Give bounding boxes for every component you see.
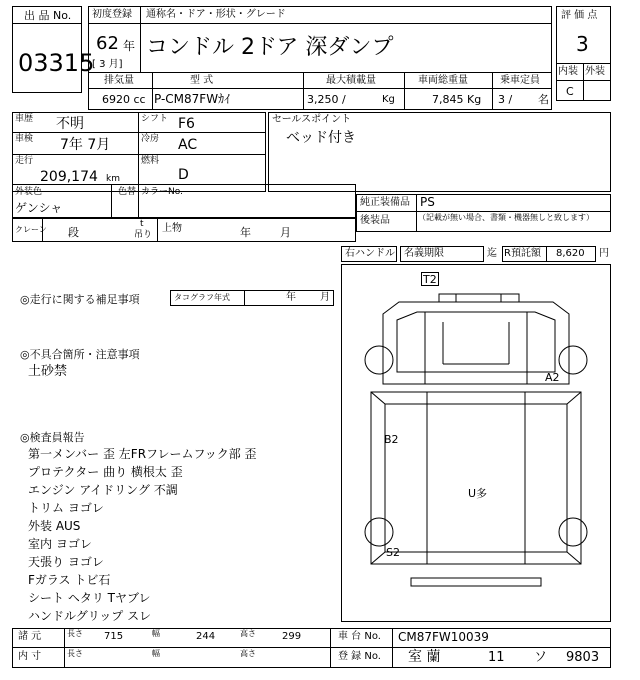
plate-region: 室 蘭	[408, 649, 441, 665]
after-label: 後装品	[360, 215, 390, 226]
ac-value: AC	[178, 137, 198, 153]
inspection-value: 7年 7月	[60, 137, 111, 153]
dims-label: 諸 元	[18, 631, 42, 642]
cap-unit: 名	[538, 93, 549, 106]
defect-title: ◎不具合箇所・注意事項	[20, 348, 140, 361]
recycle-value: 8,620	[556, 248, 585, 259]
supp-title: ◎走行に関する補足事項	[20, 293, 140, 306]
equip-value: PS	[420, 195, 435, 209]
history-value: 不明	[56, 116, 84, 132]
len-value: 715	[104, 631, 124, 642]
crane-dan: 段	[68, 226, 79, 239]
inspector-report-item: 外装 AUS	[28, 519, 81, 533]
reg-no-label: 登 録 No.	[338, 651, 381, 662]
disp-label: 排気量	[104, 75, 134, 86]
exterior-label: 外装	[585, 66, 605, 77]
fuel-value: D	[178, 167, 189, 183]
inspector-report-item: Fガラス トビ石	[28, 573, 111, 587]
vehicle-name: コンドル 2ドア 深ダンプ	[146, 35, 394, 60]
defect-item: 土砂禁	[28, 364, 68, 379]
wid-label: 幅	[152, 629, 160, 638]
len-label-2: 長さ	[67, 649, 83, 658]
reg-year-unit: 年	[123, 39, 136, 53]
color-value: ゲンシャ	[15, 201, 63, 215]
inspector-report-item: 室内 ヨゴレ	[28, 537, 92, 551]
footer-grid	[12, 628, 611, 668]
diagram-b2: B2	[384, 433, 399, 446]
recycle-unit: 円	[599, 248, 609, 259]
tacho-month: 月	[320, 292, 330, 303]
mileage-label: 走行	[15, 156, 34, 166]
fuel-label: 燃料	[141, 156, 160, 166]
lot-label: 出 品 No.	[24, 9, 72, 22]
model-label: 型 式	[190, 75, 214, 86]
wid-label-2: 幅	[152, 649, 160, 658]
equip-label: 純正装備品	[360, 197, 410, 208]
interior-value: C	[566, 85, 574, 98]
len-label: 長さ	[67, 629, 83, 638]
crane-row	[12, 218, 356, 242]
diagram-u: U多	[468, 487, 488, 500]
reg-label: 初度登録	[92, 9, 132, 20]
inspector-report-item: ハンドルグリップ スレ	[28, 609, 152, 623]
diagram-s2: S2	[386, 546, 400, 559]
disp-value: 6920 cc	[102, 93, 146, 106]
colorno2-label: カラーNo.	[141, 187, 183, 197]
interior-label: 内装	[558, 66, 578, 77]
crane-label: クレーン	[15, 225, 47, 234]
shift-label: シフト	[141, 114, 169, 124]
model-value: P-CM87FWｶｲ	[154, 92, 231, 106]
crane-year: 年	[240, 226, 251, 239]
gross-label: 車両総重量	[418, 75, 468, 86]
ac-label: 冷房	[141, 134, 160, 144]
load-unit: Kg	[382, 94, 395, 105]
crane-tsuri: 吊り	[134, 230, 153, 240]
tacho-year: 年	[286, 292, 296, 303]
inspector-report-item: エンジン アイドリング 不調	[28, 483, 178, 497]
plate-kana: ソ	[534, 650, 548, 665]
inspector-title: ◎検査員報告	[20, 431, 85, 444]
load-value: 3,250 /	[307, 93, 346, 106]
chassis-label: 車 台 No.	[338, 631, 381, 642]
after-note: （記載が無い場合、書類・機器無しと致します）	[418, 213, 594, 222]
crane-up: 上物	[162, 223, 182, 234]
name-label: 通称名・ドア・形状・グレード	[146, 9, 286, 20]
title-label: 名義期限	[404, 248, 444, 259]
rhd-label: 右ハンドル	[345, 248, 395, 259]
hei-label: 高さ	[240, 629, 256, 638]
color-label: 外装色	[15, 187, 43, 197]
plate-class: 11	[488, 650, 505, 665]
grade-label: 評 価 点	[561, 10, 598, 21]
hei-value: 299	[282, 631, 302, 642]
reg-month: [ 3 月]	[92, 59, 123, 70]
mile-prefix: 迄	[487, 248, 497, 259]
mile-label: R預託額	[504, 248, 541, 259]
grade-value: 3	[576, 32, 589, 56]
gross-value: 7,845 Kg	[432, 93, 482, 106]
inspection-label: 車検	[15, 134, 34, 144]
wid-value: 244	[196, 631, 216, 642]
crane-month: 月	[280, 226, 291, 239]
crane-t: t	[140, 219, 144, 229]
inspector-report-item: トリム ヨゴレ	[28, 501, 104, 515]
plate-number: 9803	[566, 650, 600, 665]
cap-value: 3 /	[498, 93, 513, 106]
inspector-report-item: 第一メンバー 歪 左FRフレームフック部 歪	[28, 447, 257, 461]
tacho-label: タコグラフ年式	[174, 293, 230, 302]
cap-label: 乗車定員	[500, 75, 540, 86]
reg-year: 62	[96, 33, 119, 54]
truck-diagram	[341, 264, 611, 622]
diagram-t2: T2	[423, 273, 437, 286]
inspector-report-item: プロテクター 曲り 横根太 歪	[28, 465, 183, 479]
mileage-unit: km	[106, 174, 120, 184]
colorno-label: 色替	[118, 187, 137, 197]
lot-number: 03315	[18, 49, 95, 77]
hei-label-2: 高さ	[240, 649, 256, 658]
inspector-report-item: 天張り ヨゴレ	[28, 555, 104, 569]
mileage-value: 209,174	[40, 169, 98, 185]
sales-label: セールスポイント	[272, 114, 352, 125]
inner-label: 内 寸	[18, 651, 42, 662]
load-label: 最大積載量	[326, 75, 376, 86]
chassis-value: CM87FW10039	[398, 630, 489, 644]
history-label: 車歴	[15, 114, 34, 124]
sales-value: ベッド付き	[286, 130, 356, 146]
diagram-a2: A2	[545, 371, 560, 384]
inspector-report-item: シート ヘタリ Tヤブレ	[28, 591, 151, 605]
shift-value: F6	[178, 116, 195, 132]
